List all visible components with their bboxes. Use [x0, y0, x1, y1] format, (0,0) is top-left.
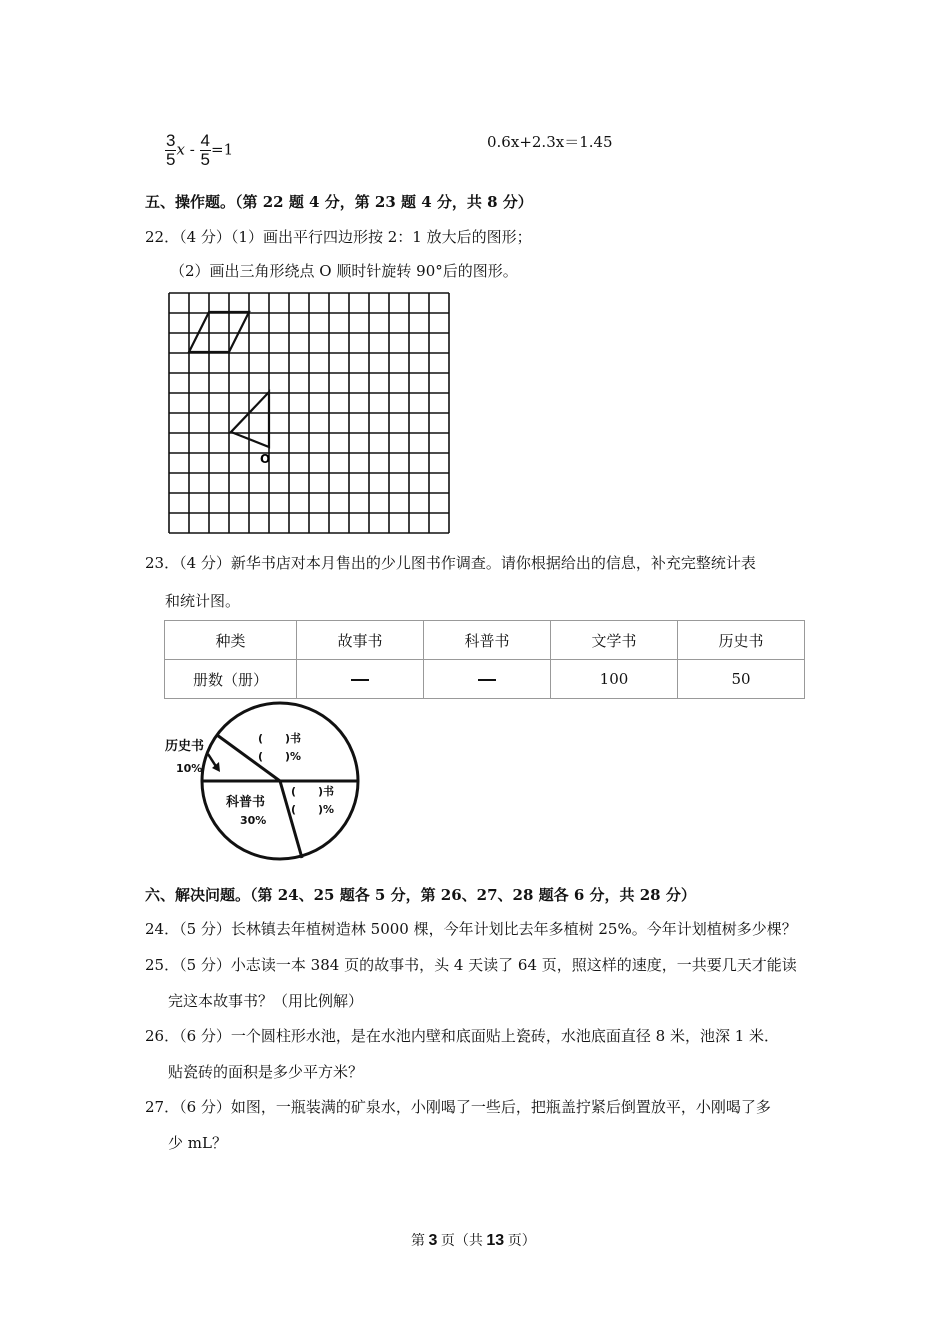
grid-lines	[169, 293, 449, 533]
q26-line2: 贴瓷砖的面积是多少平方米？	[168, 1063, 364, 1081]
section-5-title: 五、操作题。（第 22 题 4 分，第 23 题 4 分，共 8 分）	[145, 193, 533, 211]
table-header-row	[165, 621, 805, 660]
blank-cell-story[interactable]	[297, 660, 424, 699]
pie-chart	[160, 698, 365, 863]
q25-line1: 25．（5 分）小志读一本 384 页的故事书，头 4 天读了 64 页，照这样的速度，一共要几天才能读	[145, 956, 797, 974]
q24: 24．（5 分）长林镇去年植树造林 5000 棵，今年计划比去年多植树 25%。今年计划植树多少棵？	[145, 920, 797, 938]
q26-line1: 26．（6 分）一个圆柱形水池，是在水池内壁和底面贴上瓷砖，水池底面直径 8 米，池深 1 米．	[145, 1027, 780, 1045]
parallelogram	[189, 312, 249, 352]
blank-cell-science[interactable]	[424, 660, 551, 699]
fraction-3-5: $\frac{3}{5}$	[166, 131, 176, 169]
table-header: 文学书	[551, 621, 678, 660]
section-6-title: 六、解决问题。（第 24、25 题各 5 分，第 26、27、28 题各 6 分，共 28 分）	[145, 886, 696, 904]
q22-line2: （2）画出三角形绕点 O 顺时针旋转 90°后的图形。	[170, 262, 518, 280]
q23-line1: 23．（4 分）新华书店对本月售出的少儿图书作调查。请你根据给出的信息，补充完整统计表	[145, 554, 756, 572]
page-number: 第 3 页（共 13 页）	[411, 1232, 536, 1249]
table-cell: 50	[678, 660, 805, 699]
blank-label[interactable]: ( )书	[291, 785, 335, 798]
point-o-label: O	[260, 452, 271, 466]
triangle	[231, 392, 269, 447]
q23-line2: 和统计图。	[165, 592, 241, 610]
q25-line2: 完这本故事书？（用比例解）	[168, 992, 364, 1010]
history-percent: 10%	[176, 762, 203, 775]
equation-1: $\frac{3}{5}$ x - $\frac{4}{5}$ =1	[166, 131, 234, 169]
table-header: 科普书	[424, 621, 551, 660]
equation-2: 0.6x+2.3x＝1.45	[487, 133, 613, 151]
table-header: 历史书	[678, 621, 805, 660]
table-header: 故事书	[297, 621, 424, 660]
blank-percent[interactable]: ( )%	[291, 803, 335, 816]
blank-label[interactable]: ( )书	[258, 732, 302, 745]
science-percent: 30%	[240, 814, 267, 827]
q27-line1: 27．（6 分）如图，一瓶装满的矿泉水，小刚喝了一些后，把瓶盖拧紧后倒置放平，小刚喝了多	[145, 1098, 771, 1116]
history-label: 历史书	[165, 739, 205, 754]
table-row	[165, 660, 805, 699]
blank-percent[interactable]: ( )%	[258, 750, 302, 763]
table-cell: 100	[551, 660, 678, 699]
science-label: 科普书	[226, 795, 266, 810]
q27-line2: 少 mL？	[168, 1134, 227, 1152]
table-header: 种类	[165, 621, 297, 660]
q22-line1: 22．（4 分）（1）画出平行四边形按 2：1 放大后的图形；	[145, 228, 532, 246]
row-label: 册数（册）	[165, 660, 297, 699]
fraction-4-5: $\frac{4}{5}$	[200, 131, 211, 169]
statistics-table	[164, 620, 805, 699]
grid-figure	[168, 292, 453, 534]
